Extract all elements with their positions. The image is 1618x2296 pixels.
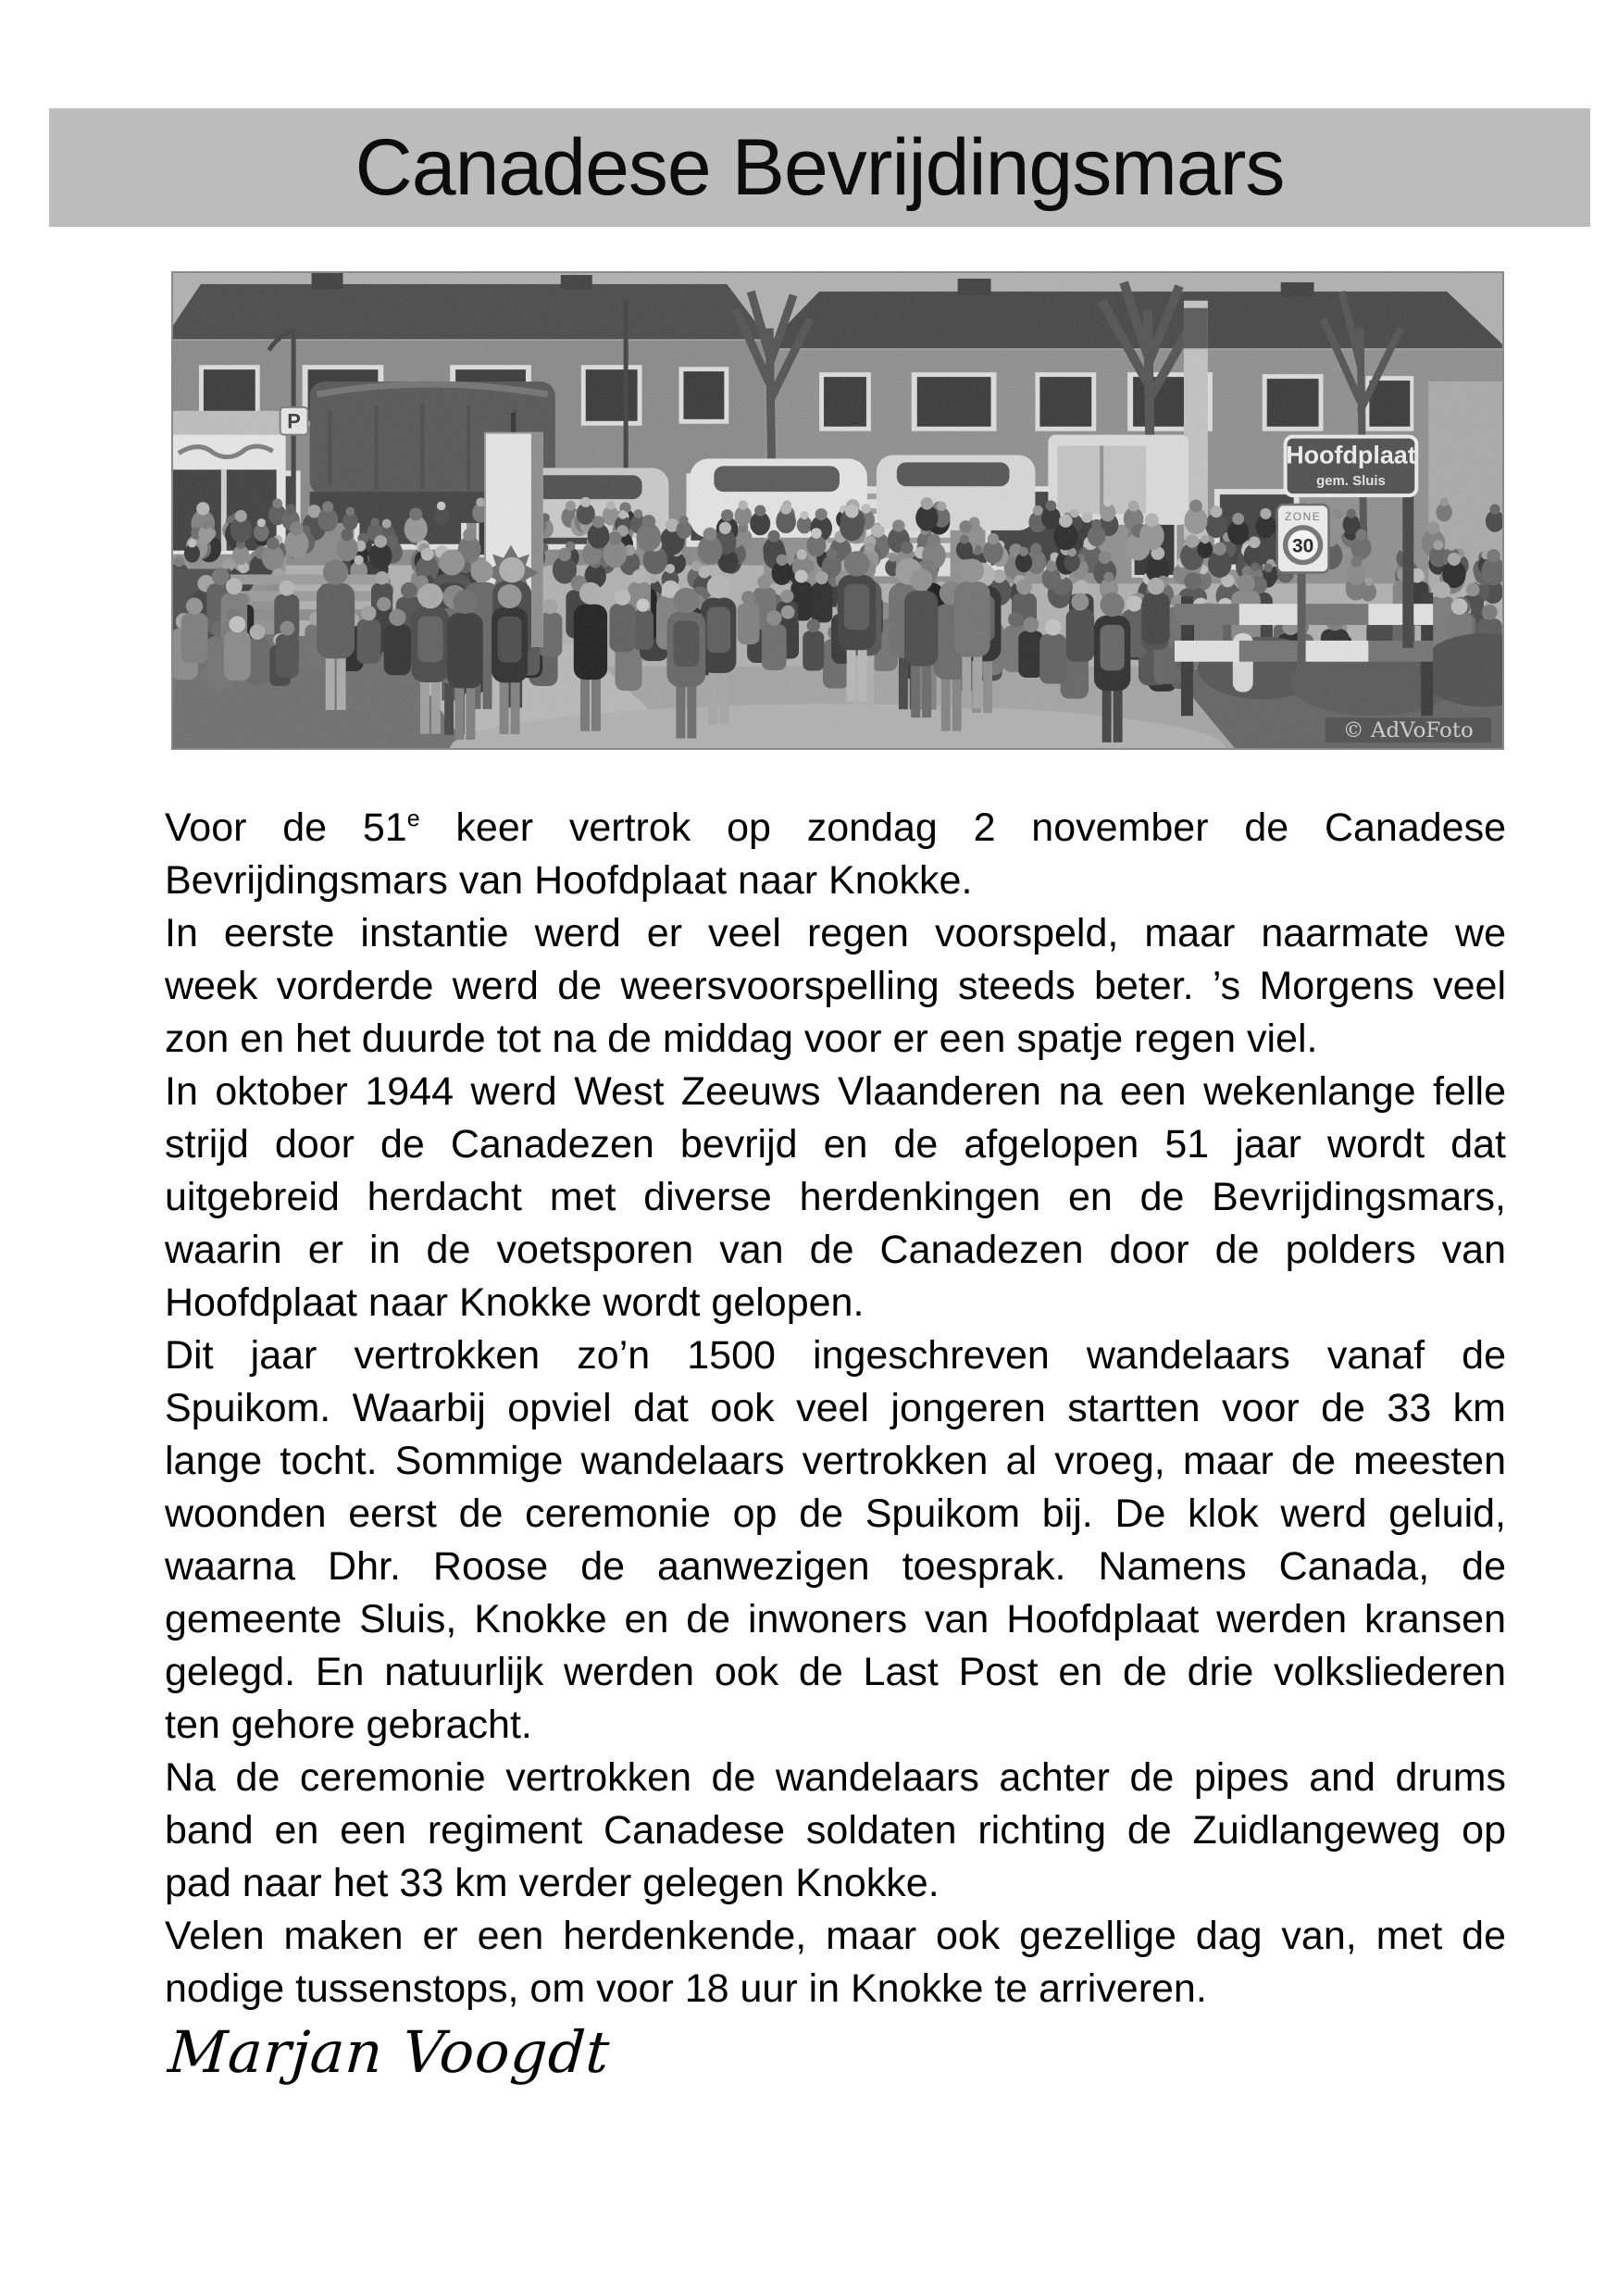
paragraph-line: In eerste instantie werd er veel regen voorspeld, maar naarmate we: [165, 911, 1506, 955]
paragraph-line: Dit jaar vertrokken zo’n 1500 ingeschreven wandelaars vanaf de: [165, 1333, 1506, 1378]
paragraph-line: In oktober 1944 werd West Zeeuws Vlaanderen na een wekenlange felle: [165, 1069, 1506, 1114]
photo-illustration: [173, 273, 1502, 748]
paragraph-line: zon en het duurde tot na de middag voor er een spatje regen viel.: [165, 1017, 1318, 1061]
paragraph-line: Na de ceremonie vertrokken de wandelaars achter de pipes and drums: [165, 1755, 1506, 1800]
paragraph-line: ten gehore gebracht.: [165, 1703, 532, 1747]
article-body: [165, 802, 1506, 2015]
paragraph-line: nodige tussenstops, om voor 18 uur in Knokke te arriveren.: [165, 1966, 1207, 2011]
paragraph-line: strijd door de Canadezen bevrijd en de afgelopen 51 jaar wordt dat: [165, 1122, 1506, 1167]
paragraph-line: Spuikom. Waarbij opviel dat ook veel jongeren startten voor de 33 km: [165, 1386, 1506, 1430]
grain-overlay: [173, 273, 1502, 748]
paragraph-line: lange tocht. Sommige wandelaars vertrokken al vroeg, maar de meesten: [165, 1439, 1506, 1483]
paragraph-line: waarin er in de voetsporen van de Canadezen door de polders van: [165, 1228, 1506, 1272]
paragraph-line: Voor de 51e keer vertrok op zondag 2 november de Canadese: [165, 805, 1506, 850]
paragraph-line: week vorderde werd de weersvoorspelling steeds beter. ’s Morgens veel: [165, 964, 1506, 1008]
paragraph-line: Bevrijdingsmars van Hoofdplaat naar Knokke.: [165, 858, 973, 903]
paragraph-line: Velen maken er een herdenkende, maar ook gezellige dag van, met de: [165, 1914, 1506, 1958]
paragraph-line: gelegd. En natuurlijk werden ook de Last Post en de drie volksliederen: [165, 1650, 1506, 1694]
paragraph-line: uitgebreid herdacht met diverse herdenkingen en de Bevrijdingsmars,: [165, 1175, 1506, 1219]
paragraph-line: Hoofdplaat naar Knokke wordt gelopen.: [165, 1280, 865, 1325]
paragraph-line: woonden eerst de ceremonie op de Spuikom bij. De klok werd geluid,: [165, 1491, 1506, 1536]
event-photo: [171, 271, 1504, 750]
paragraph-line: waarna Dhr. Roose de aanwezigen toesprak. Namens Canada, de: [165, 1544, 1506, 1589]
paragraph-line: band en een regiment Canadese soldaten richting de Zuidlangeweg op: [165, 1808, 1506, 1853]
author-signature: Marjan Voogdt: [166, 2018, 613, 2086]
paragraph-line: pad naar het 33 km verder gelegen Knokke.: [165, 1861, 940, 1905]
page-title: Canadese Bevrijdingsmars: [355, 122, 1285, 212]
paragraph-line: gemeente Sluis, Knokke en de inwoners van Hoofdplaat werden kransen: [165, 1597, 1506, 1641]
title-banner: [49, 108, 1590, 227]
